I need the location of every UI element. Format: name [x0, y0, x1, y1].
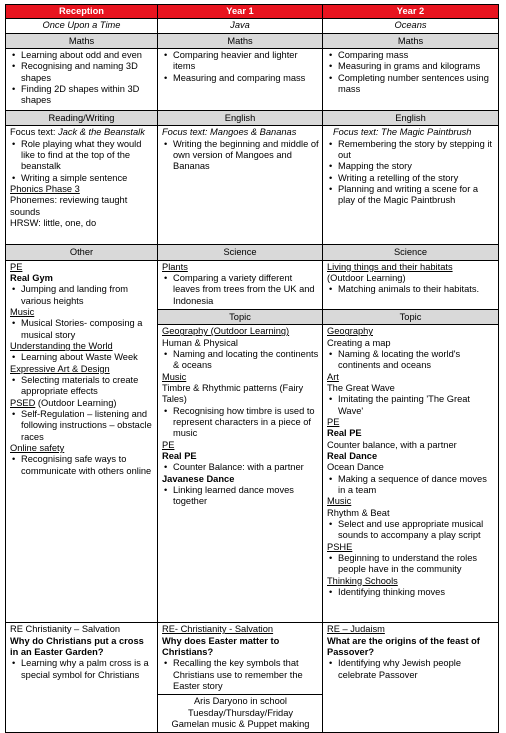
list-item: • Role playing what they would like to find at the top of the beanstalk [21, 139, 154, 173]
science-content-row [6, 260, 499, 309]
english-content-row [6, 126, 499, 245]
list-item: • Remembering the story by stepping it out [338, 139, 495, 162]
subject-label: English [323, 110, 499, 125]
list-item: • Finding 2D shapes within 3D shapes [21, 84, 154, 107]
science-topic: Living things and their habitats [327, 261, 453, 272]
reception-re [6, 623, 158, 733]
list-item: • Writing the beginning and middle of own version of Mangoes and Bananas [173, 139, 319, 173]
utw-heading: Understanding the World [10, 340, 113, 351]
year1-theme: Java [158, 19, 323, 33]
music-sub: Timbre & Rhythmic patterns (Fairy Tales) [162, 382, 304, 405]
list-item: • Identifying why Jewish people celebrate Passover [338, 658, 495, 681]
ead-heading: Expressive Art & Design [10, 363, 110, 374]
year1-english [158, 126, 323, 245]
english-subject-row [6, 110, 499, 125]
aris-line-1: Aris Daryono in school [193, 696, 287, 707]
art-heading: Art [327, 371, 339, 382]
subject-label: Topic [158, 309, 323, 324]
geography-sub: Creating a map [327, 337, 391, 348]
pshe-heading: PSHE [327, 541, 353, 552]
subject-label: Science [158, 245, 323, 260]
year1-maths [158, 48, 323, 110]
list-item: • Completing number sentences using mass [338, 73, 495, 96]
pe-heading: PE [327, 416, 340, 427]
subject-label: Science [323, 245, 499, 260]
geography-heading: Geography [327, 326, 373, 337]
re-title: RE – Judaism [327, 624, 385, 635]
year1-science [158, 260, 323, 309]
list-item: • Naming & locating the world's continents and oceans [338, 349, 495, 372]
list-item: • Recognising and naming 3D shapes [21, 61, 154, 84]
re-title: RE Christianity – Salvation [10, 624, 121, 635]
maths-subject-row [6, 33, 499, 48]
list-item: • Writing a retelling of the story [338, 173, 495, 184]
subject-label: Reading/Writing [6, 110, 158, 125]
psed-suffix: (Outdoor Learning) [35, 397, 117, 408]
music-heading: Music [162, 371, 187, 382]
list-item: • Musical Stories- composing a musical story [21, 318, 154, 341]
list-item: • Mapping the story [338, 161, 495, 172]
list-item: • Learning about odd and even [21, 50, 154, 61]
list-item: • Naming and locating the continents & oceans [173, 349, 319, 372]
music-heading: Music [10, 306, 35, 317]
real-pe-label: Real PE [327, 428, 362, 439]
list-item: • Writing a simple sentence [21, 173, 154, 184]
list-item: • Selecting materials to create appropriate effects [21, 375, 154, 398]
reception-other [6, 260, 158, 623]
real-gym-label: Real Gym [10, 272, 53, 283]
pe-sub: Counter balance, with a partner [327, 439, 457, 450]
list-item: • Imitating the painting 'The Great Wave' [338, 394, 495, 417]
re-question: Why does Easter matter to Christians? [162, 635, 280, 657]
year2-maths [323, 48, 499, 110]
list-item: • Matching animals to their habitats. [338, 284, 495, 295]
art-sub: The Great Wave [327, 382, 395, 393]
curriculum-table [5, 4, 499, 733]
aris-visit [158, 695, 323, 733]
pe-heading: PE [162, 439, 175, 450]
focus-text: Focus text: The Magic Paintbrush [333, 127, 472, 138]
reception-reading [6, 126, 158, 245]
focus-text: Focus text: Mangoes & Bananas [162, 127, 297, 138]
year2-theme: Oceans [323, 19, 499, 33]
header-row [6, 5, 499, 19]
hrsw-text: HRSW: little, one, do [10, 217, 97, 228]
subject-label: Topic [323, 309, 499, 324]
geography-sub: Human & Physical [162, 337, 238, 348]
aris-line-3: Gamelan music & Puppet making [171, 718, 310, 729]
re-question: What are the origins of the feast of Passover? [327, 635, 480, 657]
psed-heading: PSED [10, 397, 36, 408]
re-question: Why do Christians put a cross in an Easter Garden? [10, 635, 144, 657]
subject-label: English [158, 110, 323, 125]
music-heading: Music [327, 496, 352, 507]
list-item: • Comparing mass [338, 50, 495, 61]
year1-re [158, 623, 323, 695]
list-item: • Jumping and landing from various heights [21, 284, 154, 307]
list-item: • Self-Regulation – listening and following instructions – obstacle races [21, 409, 154, 443]
list-item: • Linking learned dance moves together [173, 485, 319, 508]
focus-title: Jack & the Beanstalk [58, 127, 145, 138]
subject-label: Maths [323, 33, 499, 48]
dance-sub: Ocean Dance [327, 462, 384, 473]
phonics-heading: Phonics Phase 3 [10, 183, 80, 194]
list-item: • Comparing a variety different leaves from trees from the UK and Indonesia [173, 273, 319, 307]
subject-label: Maths [6, 33, 158, 48]
list-item: • Recognising safe ways to communicate with others online [21, 454, 154, 477]
science-suffix: (Outdoor Learning) [327, 272, 406, 283]
list-item: • Measuring in grams and kilograms [338, 61, 495, 72]
year2-topic [323, 325, 499, 623]
science-topic: Plants [162, 261, 188, 272]
maths-content-row [6, 48, 499, 110]
focus-prefix: Focus text: [10, 127, 59, 138]
year1-topic [158, 325, 323, 623]
list-item: • Measuring and comparing mass [173, 73, 319, 84]
year2-re [323, 623, 499, 733]
online-safety-heading: Online safety [10, 442, 65, 453]
geography-heading: Geography (Outdoor Learning) [162, 326, 290, 337]
science-subject-row [6, 245, 499, 260]
dance-label: Javanese Dance [162, 473, 235, 484]
list-item: • Recognising how timbre is used to represent characters in a piece of music [173, 406, 319, 440]
year2-english [323, 126, 499, 245]
real-dance-label: Real Dance [327, 450, 378, 461]
list-item: • Counter Balance: with a partner [173, 462, 319, 473]
music-sub: Rhythm & Beat [327, 507, 390, 518]
list-item: • Beginning to understand the roles people have in the community [338, 553, 495, 576]
list-item: • Comparing heavier and lighter items [173, 50, 319, 73]
thinking-schools-heading: Thinking Schools [327, 575, 398, 586]
list-item: • Planning and writing a scene for a play of the Magic Paintbrush [338, 184, 495, 207]
phonemes-text: Phonemes: reviewing taught sounds [10, 195, 128, 217]
list-item: • Making a sequence of dance moves in a team [338, 474, 495, 497]
list-item: • Learning why a palm cross is a special symbol for Christians [21, 658, 154, 681]
aris-line-2: Tuesday/Thursday/Friday [187, 707, 294, 718]
reception-theme: Once Upon a Time [6, 19, 158, 33]
real-pe-label: Real PE [162, 450, 197, 461]
theme-row [6, 19, 499, 33]
list-item: • Identifying thinking moves [338, 587, 495, 598]
pe-heading: PE [10, 261, 23, 272]
reception-maths [6, 48, 158, 110]
re-row [6, 623, 499, 695]
list-item: • Select and use appropriate musical sounds to accompany a play script [338, 519, 495, 542]
reception-header: Reception [6, 5, 158, 19]
year2-science [323, 260, 499, 309]
year2-header: Year 2 [323, 5, 499, 19]
subject-label: Other [6, 245, 158, 260]
year1-header: Year 1 [158, 5, 323, 19]
subject-label: Maths [158, 33, 323, 48]
list-item: • Recalling the key symbols that Christians use to remember the Easter story [173, 658, 319, 692]
list-item: • Learning about Waste Week [21, 352, 154, 363]
re-title: RE- Christianity - Salvation [162, 624, 274, 635]
